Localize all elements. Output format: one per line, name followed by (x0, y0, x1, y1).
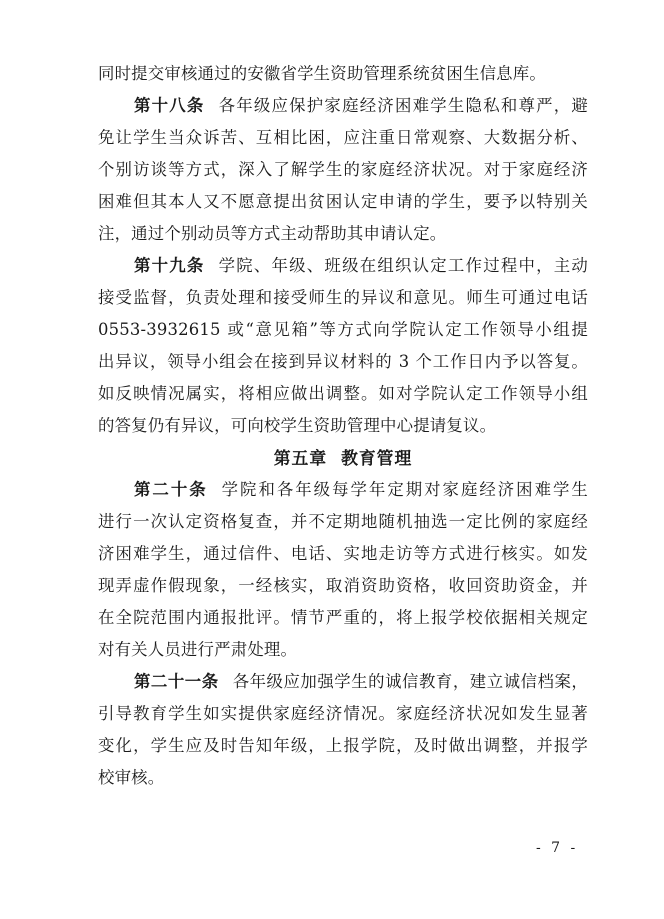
body-line: 引导教育学生如实提供家庭经济情况。家庭经济状况如发生显著 (98, 704, 588, 723)
article-19-first-line (134, 252, 588, 280)
body-line: 如反映情况属实，将相应做出调整。如对学院认定工作领导小组 (98, 384, 588, 403)
body-line: 的答复仍有异议，可向校学生资助管理中心提请复议。 (98, 416, 497, 435)
body-text: 各年级应保护家庭经济困难学生隐私和尊严，避 (218, 96, 588, 115)
chapter-title: 教育管理 (341, 448, 413, 468)
article-heading: 第十九条 (134, 256, 205, 275)
body-line: 在全院范围内通报批评。情节严重的，将上报学校依据相关规定 (98, 608, 588, 627)
body-line: 校审核。 (98, 768, 165, 787)
body-text: 学院和各年级每学年定期对家庭经济困难学生 (221, 480, 588, 499)
article-20-first-line (134, 476, 588, 504)
chapter-heading (98, 444, 588, 472)
body-line: 现弄虚作假现象，一经核实，取消资助资格，收回资助资金，并 (98, 576, 588, 595)
article-heading: 第十八条 (134, 96, 205, 115)
body-line: 注，通过个别动员等方式主动帮助其申请认定。 (98, 224, 447, 243)
body-line: 进行一次认定资格复查，并不定期地随机抽选一定比例的家庭经 (98, 512, 588, 531)
article-18-first-line (134, 92, 588, 120)
page-number: - 7 - (536, 840, 579, 856)
body-line: 济困难学生，通过信件、电话、实地走访等方式进行核实。如发 (98, 544, 588, 563)
body-line: 0553-3932615 或“意见箱”等方式向学院认定工作领导小组提 (98, 320, 588, 339)
body-line: 出异议，领导小组会在接到异议材料的 3 个工作日内予以答复。 (98, 352, 588, 371)
article-21-first-line (134, 668, 588, 696)
body-line: 接受监督，负责处理和接受师生的异议和意见。师生可通过电话 (98, 288, 588, 307)
chapter-number: 第五章 (273, 448, 328, 468)
body-line: 免让学生当众诉苦、互相比困，应注重日常观察、大数据分析、 (98, 128, 588, 147)
body-line: 困难但其本人又不愿意提出贫困认定申请的学生，要予以特别关 (98, 192, 588, 211)
body-text: 学院、年级、班级在组织认定工作过程中，主动 (218, 256, 588, 275)
body-line: 同时提交审核通过的安徽省学生资助管理系统贫困生信息库。 (98, 64, 546, 83)
article-heading: 第二十一条 (134, 672, 219, 691)
body-text: 各年级应加强学生的诚信教育，建立诚信档案， (232, 672, 589, 691)
body-line: 对有关人员进行严肃处理。 (98, 640, 298, 659)
body-line: 变化，学生应及时告知年级，上报学院，及时做出调整，并报学 (98, 736, 588, 755)
body-line: 个别访谈等方式，深入了解学生的家庭经济状况。对于家庭经济 (98, 160, 588, 179)
article-heading: 第二十条 (134, 480, 208, 499)
